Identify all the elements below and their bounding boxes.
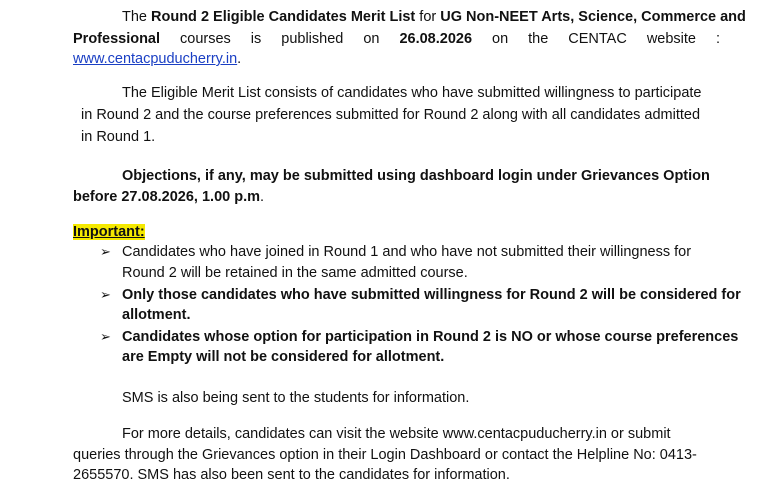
course-category-end: Professional: [73, 31, 161, 47]
text-segment: The: [122, 9, 152, 25]
arrow-bullet-icon: ➢: [100, 287, 111, 302]
word: website: [646, 31, 696, 47]
objection-notice-line2: [73, 188, 264, 206]
important-item-1-line2: Round 2 will be retained in the same admitted course.: [122, 265, 468, 281]
merit-list-announcement-line3: [73, 50, 241, 68]
merit-list-announcement-line1: [122, 8, 746, 26]
centac-website-link[interactable]: www.centacpuducherry.in: [73, 51, 238, 67]
contact-details-line2: queries through the Grievances option in their Login Dashboard or contact the Helpline No: 0413-: [73, 447, 697, 463]
text-segment: .: [260, 189, 265, 205]
word: CENTAC: [568, 31, 627, 47]
text-segment: .: [237, 51, 242, 67]
word: on: [363, 31, 380, 47]
eligible-list-description-line3: in Round 1.: [81, 129, 156, 145]
eligible-list-description-line1: The Eligible Merit List consists of candidates who have submitted willingness to participate: [122, 85, 702, 101]
important-item-3-line1: Candidates whose option for participation in Round 2 is NO or whose course preferences: [122, 329, 739, 345]
important-item-3-line2: are Empty will not be considered for allotment.: [122, 349, 445, 365]
important-heading: [73, 223, 145, 241]
important-label: Important:: [73, 224, 145, 240]
eligible-list-description-line2: in Round 2 and the course preferences submitted for Round 2 along with all candidates admitted: [81, 107, 701, 123]
arrow-bullet-icon: ➢: [100, 244, 111, 259]
word: the: [528, 31, 549, 47]
word: courses: [180, 31, 231, 47]
course-category: UG Non-NEET Arts, Science, Commerce and: [440, 9, 746, 25]
text-segment: for: [415, 9, 441, 25]
arrow-bullet-icon: ➢: [100, 329, 111, 344]
merit-list-title: Round 2 Eligible Candidates Merit List: [151, 9, 416, 25]
merit-list-announcement-line2: [73, 30, 720, 48]
important-item-2-line1: Only those candidates who have submitted willingness for Round 2 will be considered for: [122, 287, 741, 303]
word: on: [492, 31, 509, 47]
sms-notice: SMS is also being sent to the students for information.: [122, 390, 470, 406]
objection-deadline: before 27.08.2026, 1.00 p.m: [73, 189, 260, 205]
contact-details-line1: For more details, candidates can visit the website www.centacpuducherry.in or submit: [122, 426, 671, 442]
word: is: [250, 31, 262, 47]
word: published: [281, 31, 344, 47]
word: :: [715, 31, 720, 47]
important-item-2-line2: allotment.: [122, 307, 191, 323]
important-item-1-line1: Candidates who have joined in Round 1 and who have not submitted their willingness for: [122, 244, 692, 260]
contact-details-line3: 2655570. SMS has also been sent to the candidates for information.: [73, 467, 510, 483]
objection-notice-line1: Objections, if any, may be submitted using dashboard login under Grievances Option: [122, 168, 710, 184]
publish-date: 26.08.2026: [399, 31, 473, 47]
